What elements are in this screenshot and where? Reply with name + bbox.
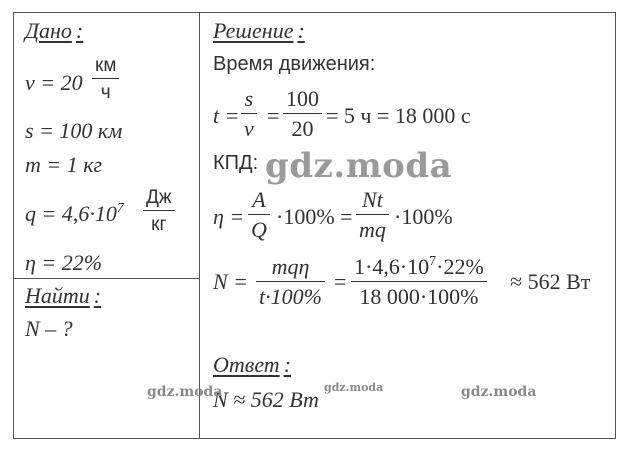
solution-header: Решение :	[213, 18, 305, 43]
given-mass: m = 1 кг	[25, 152, 103, 177]
time-eq: =	[267, 103, 280, 128]
power-result: ≈ 562 Вт	[510, 269, 591, 294]
efficiency-fraction-nt: Nt mq	[356, 189, 389, 241]
given-find-divider	[13, 278, 200, 279]
efficiency-label: КПД:	[213, 152, 259, 174]
given-heat-unit: Дж кг	[143, 188, 175, 234]
given-distance: s = 100 км	[25, 118, 123, 143]
watermark-small-right: gdz.moda	[461, 384, 537, 400]
watermark-main: gdz.moda	[265, 146, 453, 186]
power-formula-lhs: N =	[213, 269, 249, 294]
given-header: Дано :	[25, 18, 84, 43]
time-result: = 5 ч = 18 000 с	[326, 103, 471, 128]
efficiency-tail: ·100%	[394, 204, 453, 229]
power-fraction-numeric: $1\cdot 4,6\cdot 10^7\cdot 22\%$ 18 000·100%	[351, 256, 487, 308]
given-velocity-unit: км ч	[92, 56, 119, 102]
efficiency-formula-lhs: η =	[213, 204, 245, 229]
answer-header: Ответ :	[213, 352, 292, 377]
answer-value: N ≈ 562 Вт	[213, 387, 319, 412]
efficiency-fraction-aq: A Q	[248, 189, 270, 241]
time-formula-lhs: t =	[213, 103, 240, 128]
find-header: Найти :	[25, 283, 102, 308]
time-fraction-values: 100 20	[283, 88, 322, 140]
time-label: Время движения:	[213, 53, 376, 75]
time-fraction-sv: s v	[241, 88, 257, 140]
given-heat-value: $q = 4,6\cdot 10^7$	[25, 201, 124, 226]
column-divider	[199, 12, 200, 439]
given-efficiency: η = 22%	[25, 250, 103, 275]
power-eq: =	[334, 269, 347, 294]
find-value: N – ?	[25, 316, 73, 341]
given-velocity: v = 20	[25, 70, 83, 95]
watermark-small-left: gdz.moda	[147, 384, 223, 400]
power-fraction-symbolic: mqη t·100%	[256, 256, 325, 308]
watermark-small-middle: gdz.moda	[324, 381, 384, 394]
efficiency-mid: ·100% =	[276, 204, 353, 229]
